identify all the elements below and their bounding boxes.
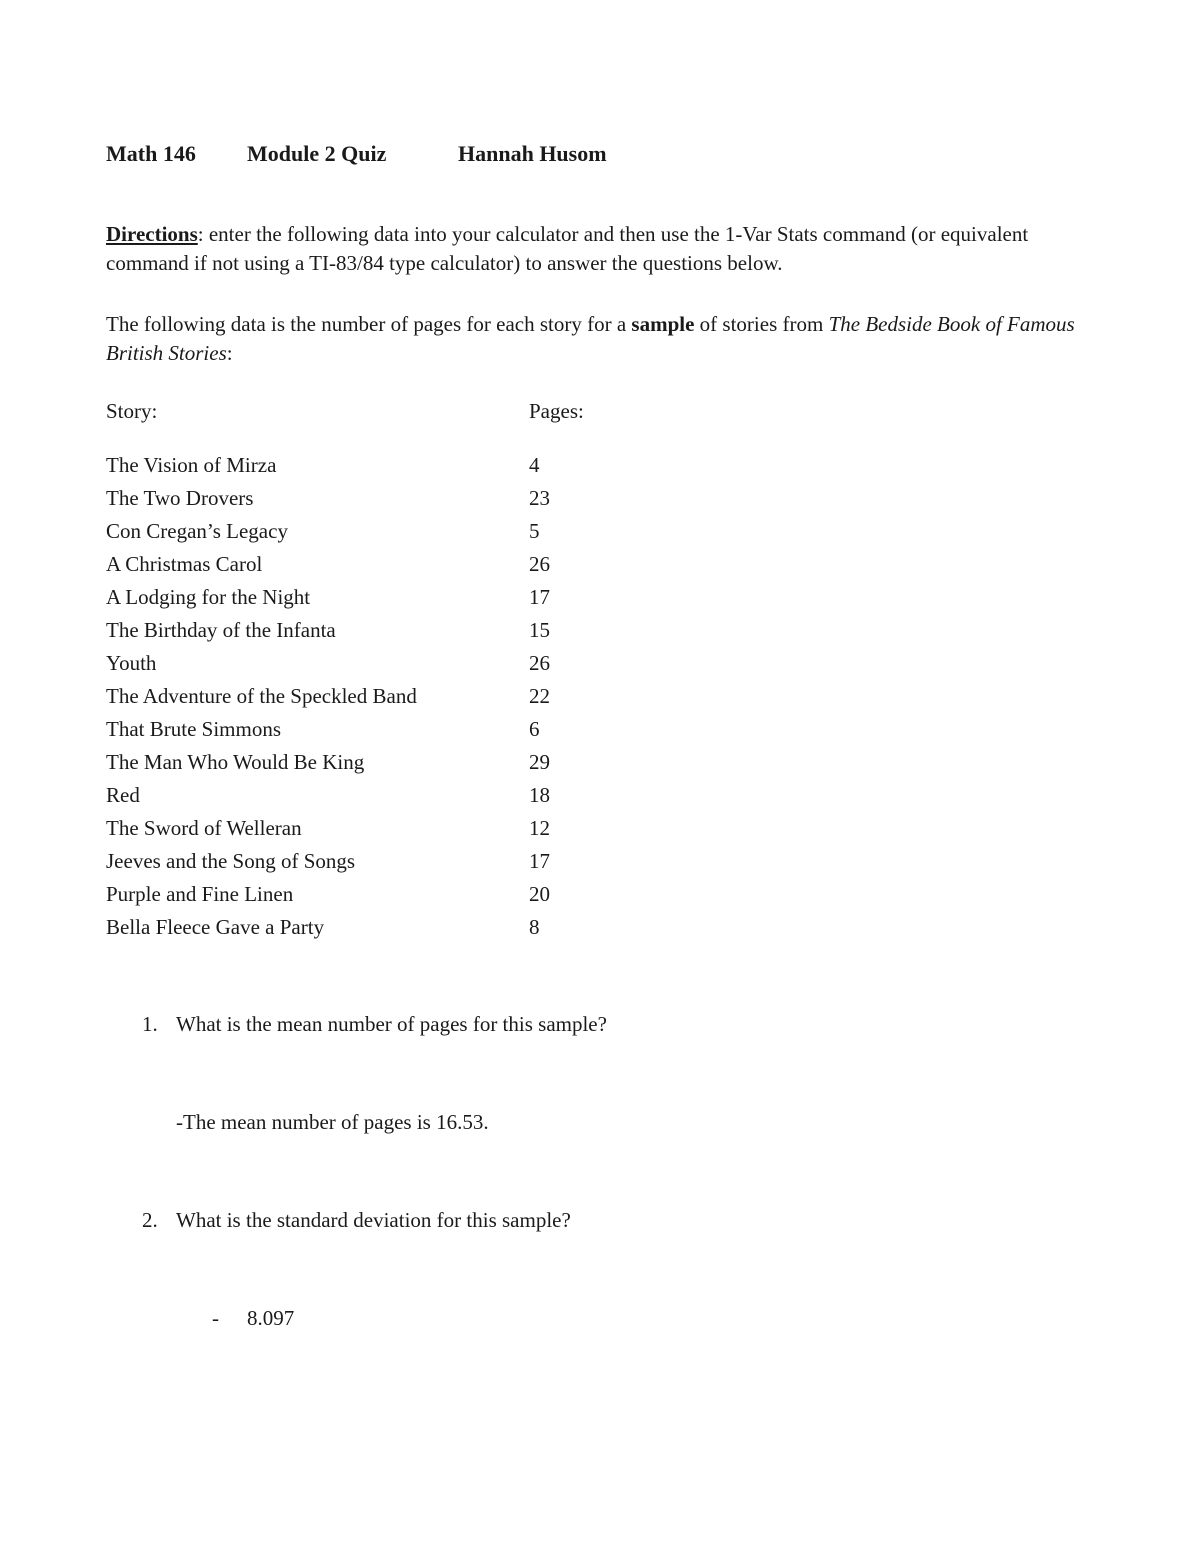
story-title: Bella Fleece Gave a Party [106,915,325,939]
intro-text-before: The following data is the number of pages for each story for a [106,312,632,336]
table-row [106,779,806,812]
question-text: What is the standard deviation for this sample? [176,1208,571,1232]
pages-column-header: Pages: [529,399,584,423]
page-count: 22 [529,684,550,708]
story-title: A Lodging for the Night [106,585,311,609]
story-column-header: Story: [106,399,158,423]
story-title: A Christmas Carol [106,552,263,576]
page-count: 23 [529,486,550,510]
page-count: 26 [529,552,550,576]
page-count: 20 [529,882,550,906]
page-count: 4 [529,453,540,477]
course-title: Math 146 [106,141,196,166]
table-row [106,581,806,614]
table-row [106,746,806,779]
table-row [106,614,806,647]
story-title: The Adventure of the Speckled Band [106,684,417,708]
answer-2 [212,1306,295,1331]
table-row [106,845,806,878]
page-count: 29 [529,750,550,774]
page-count: 12 [529,816,550,840]
question-number: 1. [142,1012,158,1036]
intro-paragraph [106,310,1106,368]
page-count: 15 [529,618,550,642]
page-count: 17 [529,585,550,609]
page-count: 8 [529,915,540,939]
story-title: That Brute Simmons [106,717,281,741]
table-row [106,680,806,713]
directions-label: Directions [106,222,198,246]
intro-text-after: : [226,341,233,365]
directions-paragraph [106,220,1106,278]
story-title: Youth [106,651,157,675]
page-count: 17 [529,849,550,873]
book-title: The Bedside Book of Famous British Stories [106,312,1075,365]
story-title: The Birthday of the Infanta [106,618,336,642]
answer-dash: - [212,1306,219,1330]
directions-text: : enter the following data into your calculator and then use the 1-Var Stats command (or equivalent command if not using a TI-83/84 type calculator) to answer the questions below. [106,222,1029,275]
question-text: What is the mean number of pages for this sample? [176,1012,607,1036]
table-row [106,713,806,746]
story-title: Con Cregan’s Legacy [106,519,288,543]
story-title: Red [106,783,140,807]
table-row [106,449,806,482]
student-name: Hannah Husom [458,141,607,166]
table-row [106,812,806,845]
page-count: 6 [529,717,540,741]
page-count: 18 [529,783,550,807]
answer-value: 8.097 [247,1306,295,1330]
story-title: The Vision of Mirza [106,453,277,477]
story-table [106,449,806,944]
table-row [106,647,806,680]
page-count: 26 [529,651,550,675]
table-row [106,482,806,515]
story-title: The Sword of Welleran [106,816,302,840]
story-title: The Two Drovers [106,486,254,510]
page-count: 5 [529,519,540,543]
quiz-title: Module 2 Quiz [247,141,387,166]
table-row [106,878,806,911]
table-row [106,911,806,944]
story-title: Purple and Fine Linen [106,882,294,906]
question-number: 2. [142,1208,158,1232]
story-title: The Man Who Would Be King [106,750,365,774]
intro-text-middle: of stories from [694,312,829,336]
table-row [106,515,806,548]
intro-bold-word: sample [631,312,695,336]
table-row [106,548,806,581]
story-title: Jeeves and the Song of Songs [106,849,356,873]
answer-1: -The mean number of pages is 16.53. [176,1110,489,1134]
